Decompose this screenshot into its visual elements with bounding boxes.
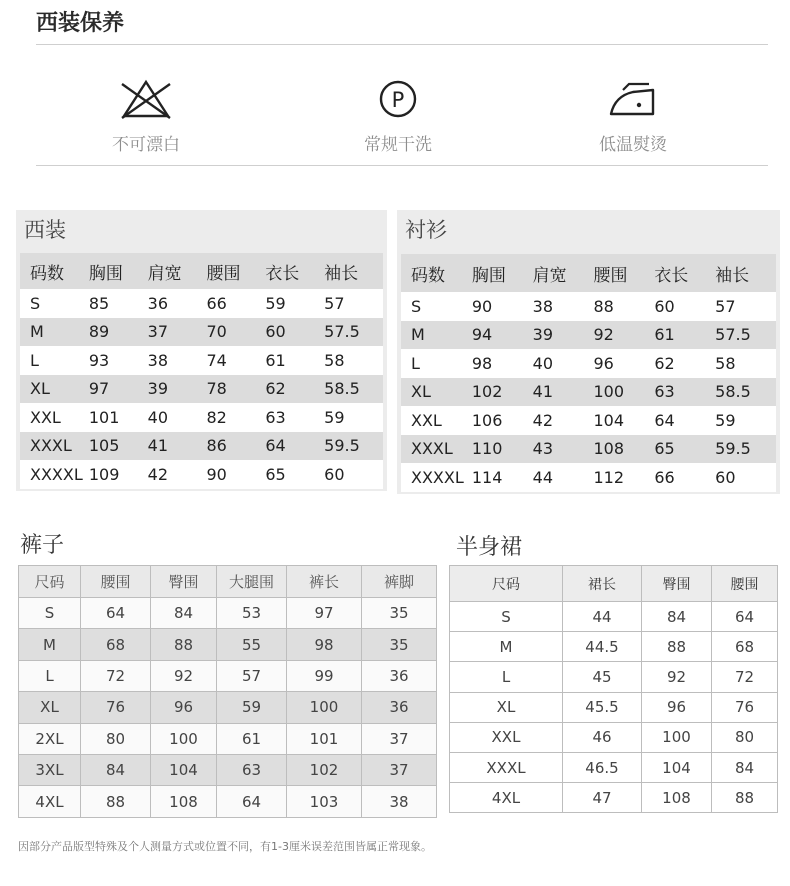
size-cell: XXL — [450, 722, 563, 752]
measure-cell: 98 — [287, 629, 362, 660]
measure-cell: 57 — [324, 293, 345, 313]
measure-cell: 47 — [563, 783, 642, 813]
measure-cell: 78 — [206, 379, 227, 399]
header-cell: 腰围 — [712, 566, 778, 602]
measure-cell: 108 — [642, 783, 712, 813]
measure-cell: 88 — [593, 296, 614, 316]
table-row — [450, 752, 778, 782]
table-row — [450, 602, 778, 632]
table-header-row — [20, 253, 383, 289]
measure-cell: 110 — [471, 439, 503, 459]
measure-cell: 108 — [593, 439, 625, 459]
measure-cell: 65 — [265, 464, 286, 484]
table-header-row — [401, 254, 776, 292]
measure-cell: 72 — [81, 660, 151, 691]
size-cell: XXXXL — [411, 467, 464, 487]
measure-cell: 64 — [654, 410, 675, 430]
measure-cell: 60 — [654, 296, 675, 316]
header-cell: 袖长 — [715, 265, 750, 286]
care-item-no-bleach — [56, 78, 236, 155]
size-cell: 4XL — [19, 786, 81, 817]
care-item-dry-clean — [308, 78, 488, 155]
measure-cell: 45.5 — [563, 692, 642, 722]
measure-cell: 46 — [563, 722, 642, 752]
measure-cell: 38 — [147, 350, 169, 370]
header-cell: 腰围 — [593, 265, 628, 286]
measure-cell: 41 — [532, 382, 554, 402]
size-cell: M — [30, 322, 44, 342]
pants-size-table — [18, 565, 437, 818]
table-row — [20, 460, 383, 489]
measure-cell: 58 — [324, 350, 345, 370]
skirt-size-table — [449, 565, 778, 813]
measure-cell: 68 — [712, 632, 778, 662]
measure-cell: 38 — [532, 296, 554, 316]
measure-cell: 63 — [265, 407, 286, 427]
low-temperature-iron-icon — [603, 78, 663, 122]
header-cell: 臀围 — [151, 566, 217, 598]
measure-cell: 38 — [362, 786, 437, 817]
measure-cell: 44 — [532, 467, 554, 487]
measure-cell: 84 — [712, 752, 778, 782]
measure-cell: 55 — [217, 629, 287, 660]
measure-cell: 66 — [206, 293, 227, 313]
measure-cell: 74 — [206, 350, 227, 370]
header-cell: 腰围 — [206, 263, 241, 284]
measure-cell: 98 — [471, 353, 493, 373]
measure-cell: 36 — [362, 692, 437, 723]
measure-cell: 35 — [362, 598, 437, 629]
measure-cell: 64 — [265, 436, 286, 456]
measure-cell: 37 — [147, 322, 169, 342]
measure-cell: 58.5 — [715, 382, 751, 402]
header-cell: 大腿围 — [217, 566, 287, 598]
measure-cell: 59.5 — [715, 439, 751, 459]
measure-cell: 100 — [642, 722, 712, 752]
header-cell: 肩宽 — [147, 263, 182, 284]
measure-cell: 94 — [471, 325, 493, 345]
table-row — [20, 289, 383, 318]
measure-cell: 96 — [642, 692, 712, 722]
measure-cell: 85 — [88, 293, 110, 313]
measure-cell: 68 — [81, 629, 151, 660]
measure-cell: 100 — [151, 723, 217, 754]
table-row — [401, 349, 776, 378]
size-cell: XXXL — [30, 436, 72, 456]
measure-cell: 102 — [471, 382, 503, 402]
measure-cell: 97 — [287, 598, 362, 629]
size-cell: XXXXL — [30, 464, 83, 484]
header-cell: 裙长 — [563, 566, 642, 602]
measure-cell: 101 — [287, 723, 362, 754]
measure-cell: 96 — [151, 692, 217, 723]
measure-cell: 63 — [217, 754, 287, 785]
measure-cell: 102 — [287, 754, 362, 785]
size-cell: 4XL — [450, 783, 563, 813]
size-cell: 2XL — [19, 723, 81, 754]
measure-cell: 80 — [712, 722, 778, 752]
header-cell: 袖长 — [324, 263, 359, 284]
measure-cell: 97 — [88, 379, 110, 399]
size-cell: XXXL — [411, 439, 453, 459]
measure-cell: 61 — [654, 325, 675, 345]
measure-cell: 60 — [715, 467, 736, 487]
size-cell: XL — [450, 692, 563, 722]
header-cell: 衣长 — [265, 263, 300, 284]
measure-cell: 45 — [563, 662, 642, 692]
size-cell: XL — [30, 379, 50, 399]
measure-cell: 99 — [287, 660, 362, 691]
measure-cell: 41 — [147, 436, 169, 456]
measure-cell: 44.5 — [563, 632, 642, 662]
measure-cell: 60 — [324, 464, 345, 484]
measure-cell: 66 — [654, 467, 675, 487]
measure-cell: 42 — [147, 464, 169, 484]
measure-cell: 88 — [712, 783, 778, 813]
size-cell: S — [411, 296, 422, 316]
measure-cell: 65 — [654, 439, 675, 459]
shirt-title: 衬衫 — [405, 218, 447, 242]
measure-cell: 57 — [715, 296, 736, 316]
measure-cell: 46.5 — [563, 752, 642, 782]
header-cell: 尺码 — [19, 566, 81, 598]
measure-cell: 42 — [532, 410, 554, 430]
measure-cell: 36 — [147, 293, 169, 313]
measure-cell: 40 — [147, 407, 169, 427]
measure-cell: 64 — [217, 786, 287, 817]
table-row — [450, 662, 778, 692]
measure-cell: 104 — [151, 754, 217, 785]
table-row — [450, 692, 778, 722]
header-cell: 裤长 — [287, 566, 362, 598]
measure-cell: 72 — [712, 662, 778, 692]
measure-cell: 88 — [81, 786, 151, 817]
header-cell: 胸围 — [471, 265, 506, 286]
measure-cell: 63 — [654, 382, 675, 402]
table-row — [20, 346, 383, 375]
footnote: 因部分产品版型特殊及个人测量方式或位置不同，有1-3厘米误差范围皆属正常现象。 — [18, 840, 432, 853]
measure-cell: 39 — [147, 379, 169, 399]
measure-cell: 35 — [362, 629, 437, 660]
table-row — [19, 629, 437, 660]
table-row — [450, 722, 778, 752]
measure-cell: 53 — [217, 598, 287, 629]
table-row — [20, 432, 383, 461]
measure-cell: 64 — [712, 602, 778, 632]
measure-cell: 80 — [81, 723, 151, 754]
measure-cell: 59 — [217, 692, 287, 723]
suit-size-table — [20, 253, 383, 489]
table-row — [450, 632, 778, 662]
care-label: 不可漂白 — [112, 135, 180, 155]
table-row — [19, 786, 437, 817]
header-cell: 胸围 — [88, 263, 123, 284]
care-item-low-iron — [543, 78, 723, 155]
measure-cell: 40 — [532, 353, 554, 373]
measure-cell: 59.5 — [324, 436, 360, 456]
size-cell: S — [19, 598, 81, 629]
measure-cell: 114 — [471, 467, 503, 487]
size-cell: L — [411, 353, 420, 373]
table-row — [401, 463, 776, 492]
measure-cell: 105 — [88, 436, 120, 456]
professional-dry-clean-icon — [368, 78, 428, 122]
measure-cell: 76 — [712, 692, 778, 722]
divider — [36, 44, 768, 45]
measure-cell: 84 — [642, 602, 712, 632]
svg-text:P: P — [391, 88, 405, 112]
table-header-row — [450, 566, 778, 602]
divider — [36, 165, 768, 166]
measure-cell: 60 — [265, 322, 286, 342]
measure-cell: 57.5 — [715, 325, 751, 345]
care-label: 常规干洗 — [364, 135, 432, 155]
measure-cell: 109 — [88, 464, 120, 484]
suit-size-panel — [16, 210, 387, 491]
measure-cell: 70 — [206, 322, 227, 342]
measure-cell: 92 — [593, 325, 614, 345]
header-cell: 肩宽 — [532, 265, 567, 286]
measure-cell: 104 — [593, 410, 625, 430]
table-header-row — [19, 566, 437, 598]
table-row — [19, 754, 437, 785]
header-cell: 裤脚 — [362, 566, 437, 598]
measure-cell: 59 — [715, 410, 736, 430]
measure-cell: 57.5 — [324, 322, 360, 342]
header-cell: 腰围 — [81, 566, 151, 598]
table-row — [450, 783, 778, 813]
measure-cell: 96 — [593, 353, 614, 373]
measure-cell: 89 — [88, 322, 110, 342]
measure-cell: 104 — [642, 752, 712, 782]
measure-cell: 106 — [471, 410, 503, 430]
measure-cell: 92 — [151, 660, 217, 691]
measure-cell: 76 — [81, 692, 151, 723]
table-row — [401, 321, 776, 350]
size-cell: M — [450, 632, 563, 662]
size-cell: S — [30, 293, 41, 313]
suit-title: 西装 — [24, 218, 66, 242]
measure-cell: 61 — [265, 350, 286, 370]
table-row — [401, 292, 776, 321]
measure-cell: 59 — [265, 293, 286, 313]
size-cell: XL — [19, 692, 81, 723]
size-cell: XXL — [411, 410, 442, 430]
measure-cell: 43 — [532, 439, 554, 459]
measure-cell: 100 — [593, 382, 625, 402]
skirt-title: 半身裙 — [456, 535, 523, 560]
header-cell: 码数 — [30, 263, 64, 284]
measure-cell: 88 — [642, 632, 712, 662]
size-cell: S — [450, 602, 563, 632]
size-cell: XXXL — [450, 752, 563, 782]
measure-cell: 100 — [287, 692, 362, 723]
size-cell: XXL — [30, 407, 61, 427]
table-row — [401, 406, 776, 435]
size-cell: L — [19, 660, 81, 691]
measure-cell: 82 — [206, 407, 227, 427]
measure-cell: 62 — [265, 379, 286, 399]
measure-cell: 93 — [88, 350, 110, 370]
header-cell: 衣长 — [654, 265, 689, 286]
shirt-size-table — [401, 254, 776, 492]
header-cell: 码数 — [411, 265, 445, 286]
table-row — [20, 318, 383, 347]
table-row — [20, 375, 383, 404]
measure-cell: 108 — [151, 786, 217, 817]
measure-cell: 84 — [151, 598, 217, 629]
pants-title: 裤子 — [20, 533, 65, 558]
size-cell: M — [411, 325, 425, 345]
measure-cell: 90 — [471, 296, 493, 316]
measure-cell: 39 — [532, 325, 554, 345]
measure-cell: 101 — [88, 407, 120, 427]
measure-cell: 84 — [81, 754, 151, 785]
measure-cell: 44 — [563, 602, 642, 632]
measure-cell: 57 — [217, 660, 287, 691]
do-not-bleach-icon — [116, 78, 176, 122]
measure-cell: 64 — [81, 598, 151, 629]
table-row — [19, 723, 437, 754]
measure-cell: 86 — [206, 436, 227, 456]
shirt-size-panel — [397, 210, 780, 494]
measure-cell: 92 — [642, 662, 712, 692]
measure-cell: 88 — [151, 629, 217, 660]
measure-cell: 112 — [593, 467, 625, 487]
measure-cell: 103 — [287, 786, 362, 817]
table-row — [19, 692, 437, 723]
size-cell: M — [19, 629, 81, 660]
page-title: 西装保养 — [36, 11, 125, 36]
header-cell: 尺码 — [450, 566, 563, 602]
measure-cell: 90 — [206, 464, 227, 484]
size-cell: XL — [411, 382, 431, 402]
size-cell: 3XL — [19, 754, 81, 785]
header-cell: 臀围 — [642, 566, 712, 602]
measure-cell: 36 — [362, 660, 437, 691]
table-row — [20, 403, 383, 432]
measure-cell: 37 — [362, 754, 437, 785]
table-row — [401, 435, 776, 464]
measure-cell: 37 — [362, 723, 437, 754]
measure-cell: 59 — [324, 407, 345, 427]
care-label: 低温熨烫 — [599, 135, 667, 155]
measure-cell: 61 — [217, 723, 287, 754]
table-row — [19, 660, 437, 691]
measure-cell: 58.5 — [324, 379, 360, 399]
table-row — [401, 378, 776, 407]
measure-cell: 58 — [715, 353, 736, 373]
size-cell: L — [30, 350, 39, 370]
size-cell: L — [450, 662, 563, 692]
table-row — [19, 598, 437, 629]
measure-cell: 62 — [654, 353, 675, 373]
